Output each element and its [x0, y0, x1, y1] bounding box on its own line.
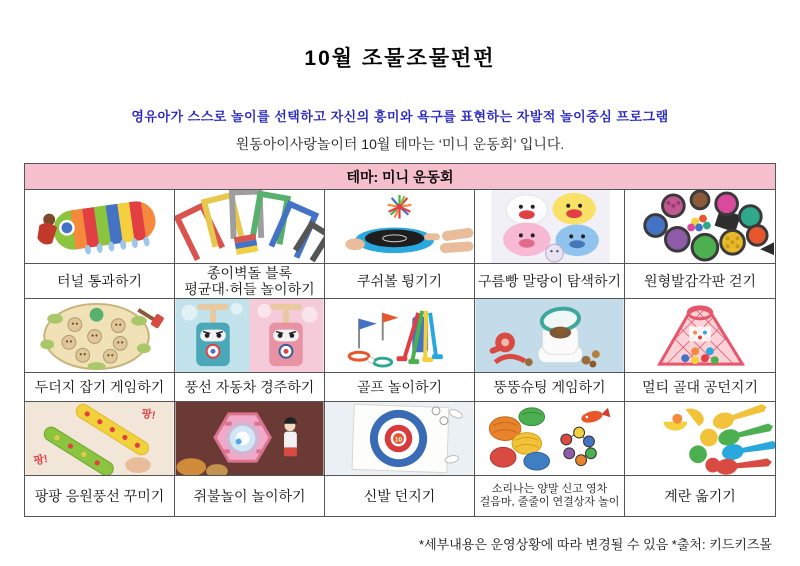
cell-koosh	[325, 190, 475, 299]
cell-cheer-balloons	[25, 402, 175, 516]
footnote: *세부내용은 운영상황에 따라 변경될 수 있음 *출처: 키드키즈몰	[419, 537, 772, 552]
activity-caption: 두더지 잡기 게임하기	[34, 379, 165, 395]
table-row	[25, 402, 775, 516]
paper-brick-hurdles-photo	[175, 190, 324, 264]
cell-cloud-bread	[475, 190, 625, 299]
cell-balloon-cars	[175, 299, 325, 402]
program-description: 영유아가 스스로 놀이를 선택하고 자신의 흥미와 욕구를 표현하는 자발적 놀이중심 프로그램	[131, 109, 669, 124]
activity-caption: 신발 던지기	[363, 488, 436, 504]
balloon-cars-photo	[175, 299, 324, 373]
activity-caption: 쥐불놀이 놀이하기	[193, 488, 306, 504]
cheer-balloon-sticks-photo	[25, 402, 174, 476]
led-spinner-photo	[175, 402, 324, 476]
cloud-bread-squishies-photo	[475, 190, 624, 264]
cell-golf	[325, 299, 475, 402]
cell-egg-carry	[625, 402, 775, 516]
activity-caption: 종이벽돌 블록 평균대·허들 놀이하기	[184, 265, 315, 297]
whack-a-mole-mat-photo	[25, 299, 174, 373]
activity-table	[24, 163, 776, 517]
activity-caption: 뚱뚱슈팅 게임하기	[493, 379, 606, 395]
activity-caption: 원형발감각판 걷기	[643, 273, 757, 289]
toy-golf-set-photo	[325, 299, 474, 373]
activity-caption: 계란 옮기기	[664, 488, 736, 504]
cell-multi-goal	[625, 299, 775, 402]
table-row	[25, 190, 775, 299]
sound-socks-chain-photo	[475, 402, 624, 476]
cell-spinner	[175, 402, 325, 516]
activity-caption: 구름빵 말랑이 탐색하기	[477, 273, 622, 289]
activity-caption: 터널 통과하기	[56, 273, 143, 289]
activity-caption: 쿠쉬볼 튕기기	[356, 273, 443, 289]
svg-text:10: 10	[394, 436, 403, 444]
cell-paper-bricks	[175, 190, 325, 299]
svg-text:팡!: 팡!	[32, 453, 49, 468]
activity-caption: 풍선 자동차 경주하기	[184, 379, 315, 395]
theme-announcement: 원동아이사랑놀이터 10월 테마는 ‘미니 운동회’ 입니다.	[235, 136, 565, 152]
egg-spoons-photo	[625, 402, 775, 476]
caterpillar-tunnel-photo	[25, 190, 174, 264]
activity-caption: 골프 놀이하기	[356, 379, 443, 395]
foot-sensory-discs-photo	[625, 190, 775, 264]
cell-tunnel	[25, 190, 175, 299]
page-title: 10월 조물조물펀펀	[304, 47, 496, 70]
svg-text:팡!: 팡!	[140, 407, 157, 422]
shoe-target-photo	[325, 402, 474, 476]
poop-shooting-game-photo	[475, 299, 624, 373]
koosh-ball-paddle-photo	[325, 190, 474, 264]
multi-goal-net-photo	[625, 299, 775, 373]
activity-caption: 멀티 골대 공던지기	[642, 379, 758, 395]
theme-header: 테마: 미니 운동회	[25, 164, 775, 190]
cell-shooting-game	[475, 299, 625, 402]
cell-shoe-throw	[325, 402, 475, 516]
table-row	[25, 299, 775, 402]
activity-caption: 소리나는 양말 신고 영차 걸음마, 줄줄이 연결상자 놀이	[479, 483, 620, 508]
cell-sensory-discs	[625, 190, 775, 299]
cell-socks-walk	[475, 402, 625, 516]
cell-mole-game	[25, 299, 175, 402]
activity-caption: 팡팡 응원풍선 꾸미기	[34, 488, 165, 504]
